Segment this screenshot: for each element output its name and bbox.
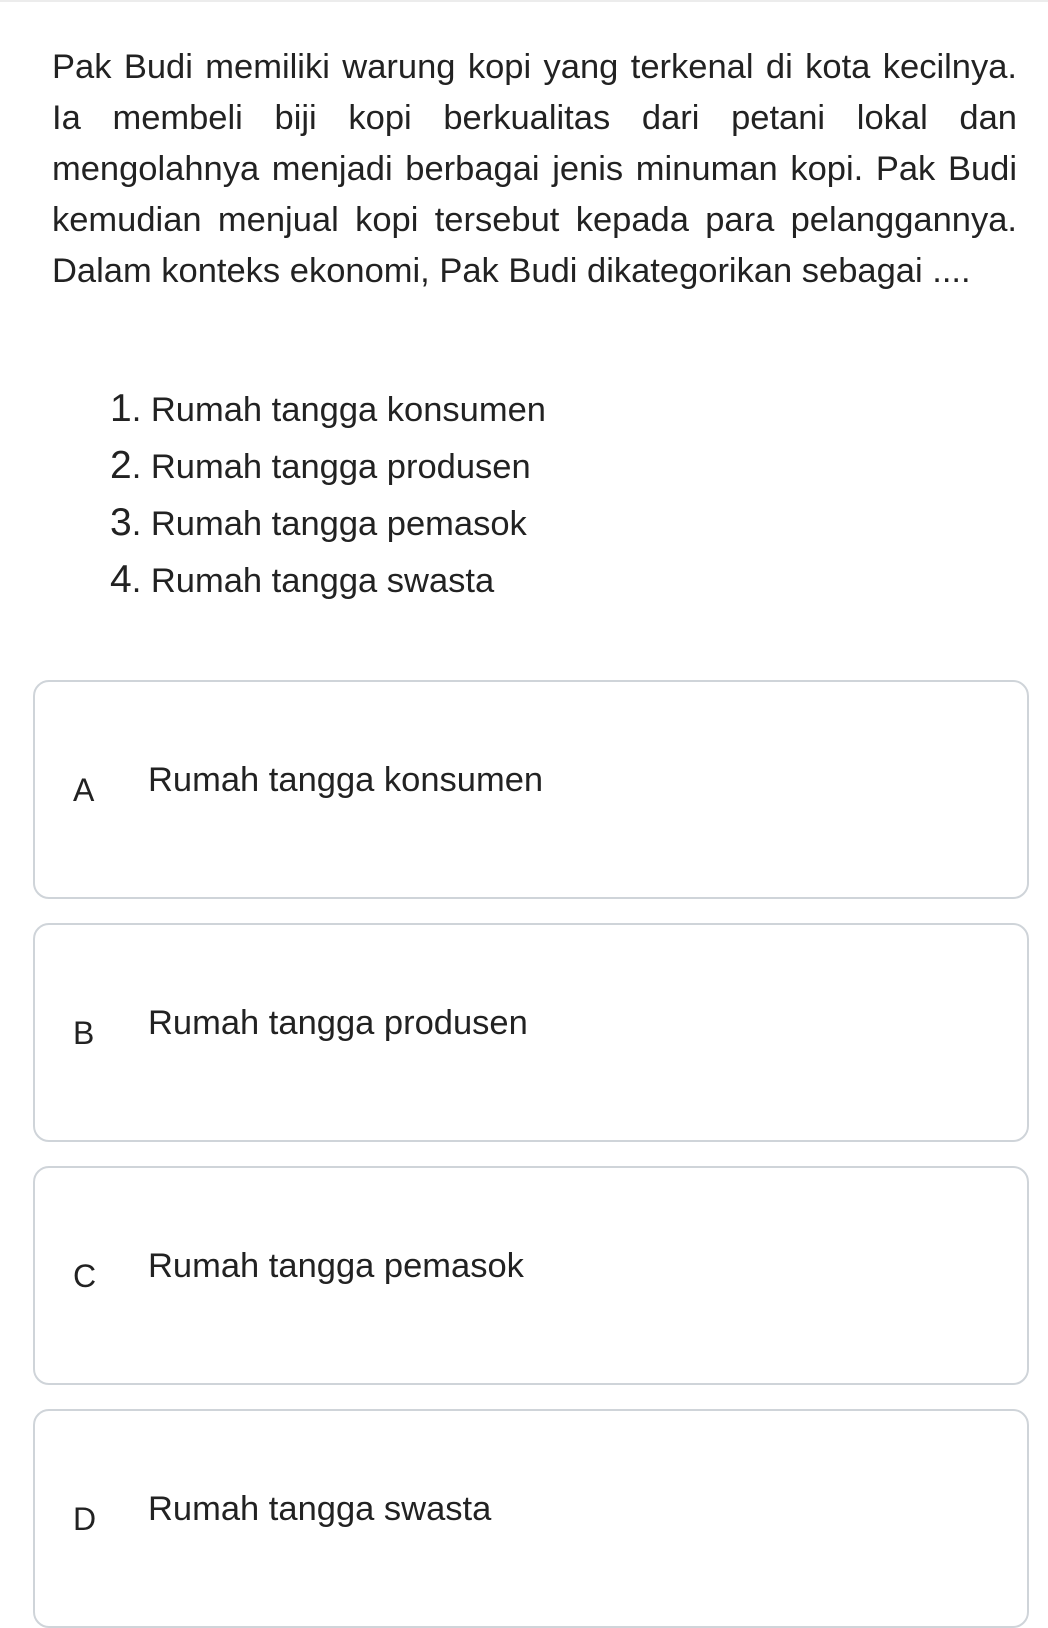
statement-label: Rumah tangga swasta <box>150 562 495 600</box>
statement-item-3: 3. Rumah tangga pemasok <box>110 501 527 544</box>
answer-option-c[interactable] <box>33 1166 1029 1385</box>
answer-option-d[interactable] <box>33 1409 1029 1628</box>
statement-item-4: 4. Rumah tangga swasta <box>110 558 495 601</box>
answer-option-b[interactable] <box>33 923 1029 1142</box>
statement-number: 4 <box>110 558 132 601</box>
option-label: Rumah tangga konsumen <box>148 761 544 799</box>
top-divider <box>0 0 1048 2</box>
option-letter: B <box>73 1015 95 1051</box>
option-letter: C <box>73 1258 97 1294</box>
statement-list <box>110 380 546 608</box>
statement-number: 3 <box>110 501 132 544</box>
option-letter: D <box>73 1501 97 1537</box>
statement-label: Rumah tangga produsen <box>150 448 531 486</box>
statement-label: Rumah tangga konsumen <box>150 391 546 429</box>
question-text: Pak Budi memiliki warung kopi yang terkenal di kota kecilnya. Ia membeli biji kopi berkualitas dari petani lokal dan mengolahnya menjadi berbagai jenis minuman kopi. Pak Budi kemudian menjual kopi tersebut kepada para pelanggannya. Dalam konteks ekonomi, Pak Budi dikategorikan sebagai .... <box>52 48 1017 290</box>
statement-number: 2 <box>110 444 132 487</box>
answer-option-a[interactable] <box>33 680 1029 899</box>
option-letter: A <box>73 772 95 808</box>
statement-number: 1 <box>110 387 132 430</box>
option-label: Rumah tangga swasta <box>148 1490 492 1528</box>
statement-label: Rumah tangga pemasok <box>150 505 527 543</box>
option-label: Rumah tangga pemasok <box>148 1247 524 1285</box>
statement-item-1: 1. Rumah tangga konsumen <box>110 387 546 430</box>
option-label: Rumah tangga produsen <box>148 1004 528 1042</box>
statement-item-2: 2. Rumah tangga produsen <box>110 444 531 487</box>
